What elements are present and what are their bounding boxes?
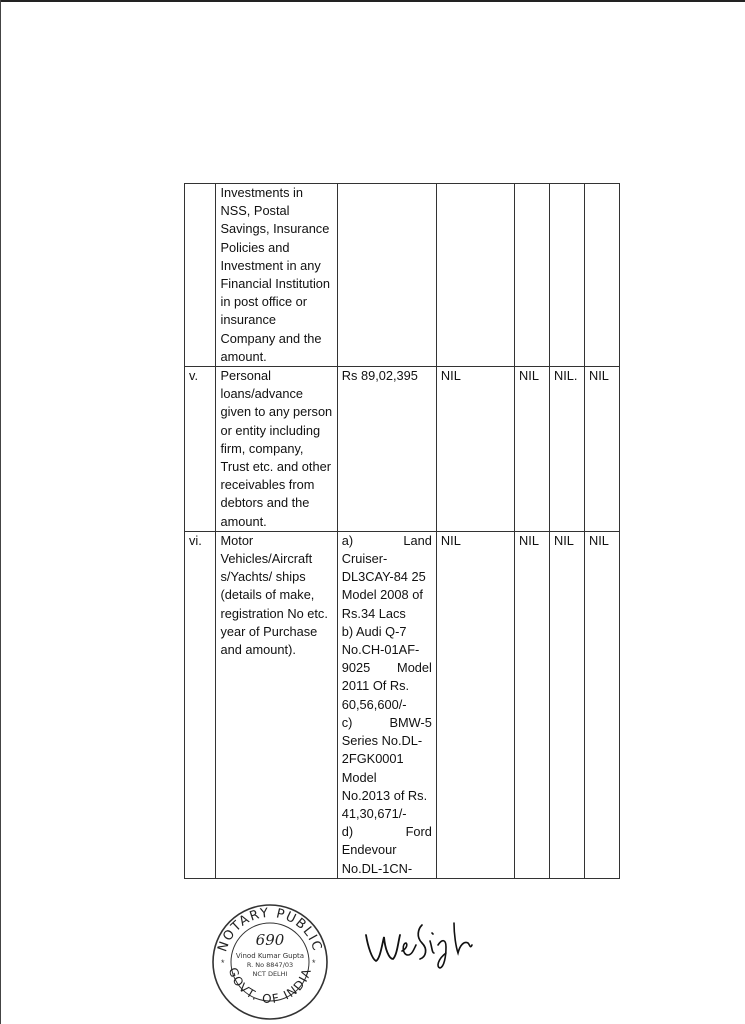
vehicle-line: Endevour	[341, 842, 397, 858]
vehicle-line-part: BMW-5	[389, 714, 432, 730]
row-number: v.	[185, 367, 216, 532]
row-number: vi.	[185, 531, 216, 878]
row-description: Motor Vehicles/Aircraft s/Yachts/ ships (details of make, registration No etc. year of Purchase and amount).	[216, 531, 337, 878]
vehicle-line: 60,56,600/-	[341, 696, 407, 712]
vehicle-line: Model 2008 of	[341, 587, 423, 603]
seal-top-text: NOTARY PUBLIC	[215, 905, 325, 954]
signature	[362, 915, 482, 970]
row-col-2	[515, 184, 550, 367]
vehicle-line-part: a)	[341, 532, 354, 548]
vehicle-line: 2FGK0001	[341, 751, 404, 767]
row-col-4: NIL	[584, 367, 619, 532]
row-col-2: NIL	[515, 531, 550, 878]
row-col-3	[550, 184, 585, 367]
assets-table	[184, 183, 620, 879]
vehicle-line: No.2013 of Rs.	[341, 787, 428, 803]
vehicle-line: Cruiser-	[341, 551, 388, 567]
vehicle-line: b) Audi Q-7	[341, 623, 407, 639]
row-col-3: NIL	[550, 531, 585, 878]
table-row	[185, 367, 620, 532]
vehicle-line: DL3CAY-84 25	[341, 569, 426, 585]
vehicle-line-part: Ford	[405, 824, 432, 840]
seal-reg: R. No 8847/03	[246, 961, 294, 969]
row-value	[337, 184, 436, 367]
seal-bottom-text: GOVT. OF INDIA	[225, 965, 315, 1007]
row-col-1	[436, 184, 514, 367]
vehicle-line: No.DL-1CN-	[341, 860, 413, 876]
table-row	[185, 184, 620, 367]
row-description: Personal loans/advance given to any person or entity including firm, company, Trust etc. and other receivables from debtors and the amount.	[216, 367, 337, 532]
row-col-4	[584, 184, 619, 367]
page-top-edge	[0, 0, 745, 2]
svg-text:*: *	[221, 958, 225, 968]
notary-seal	[207, 900, 333, 1020]
row-col-1: NIL	[436, 367, 514, 532]
vehicle-line	[342, 532, 432, 550]
row-col-4: NIL	[584, 531, 619, 878]
seal-name: Vinod Kumar Gupta	[235, 952, 305, 960]
seal-number: 690	[255, 931, 285, 949]
vehicle-line-part: Model	[397, 660, 432, 676]
page-left-edge	[0, 0, 1, 1024]
vehicle-line	[342, 659, 432, 677]
row-col-1: NIL	[436, 531, 514, 878]
vehicle-line: Series No.DL-	[341, 733, 423, 749]
row-col-2: NIL	[515, 367, 550, 532]
vehicle-line	[342, 714, 432, 732]
svg-text:*: *	[312, 958, 316, 968]
row-value: Rs 89,02,395	[337, 367, 436, 532]
seal-city: NCT DELHI	[252, 970, 288, 978]
row-value	[337, 531, 436, 878]
vehicle-line	[342, 823, 432, 841]
row-col-3: NIL.	[550, 367, 585, 532]
vehicle-line: 2011 Of Rs.	[341, 678, 410, 694]
row-number	[185, 184, 216, 367]
vehicle-line: No.CH-01AF-	[341, 642, 420, 658]
vehicle-line-part: Land	[403, 532, 432, 548]
vehicle-line: Rs.34 Lacs	[341, 605, 406, 621]
table-row	[185, 531, 620, 878]
vehicle-line-part: 9025	[341, 660, 371, 676]
row-description: Investments in NSS, Postal Savings, Insurance Policies and Investment in any Financial Institution in post office or insurance Company and the amount.	[216, 184, 337, 367]
vehicle-line-part: c)	[341, 714, 353, 730]
vehicle-line: 41,30,671/-	[341, 805, 407, 821]
vehicle-line: Model	[341, 769, 377, 785]
vehicle-line-part: d)	[341, 824, 354, 840]
